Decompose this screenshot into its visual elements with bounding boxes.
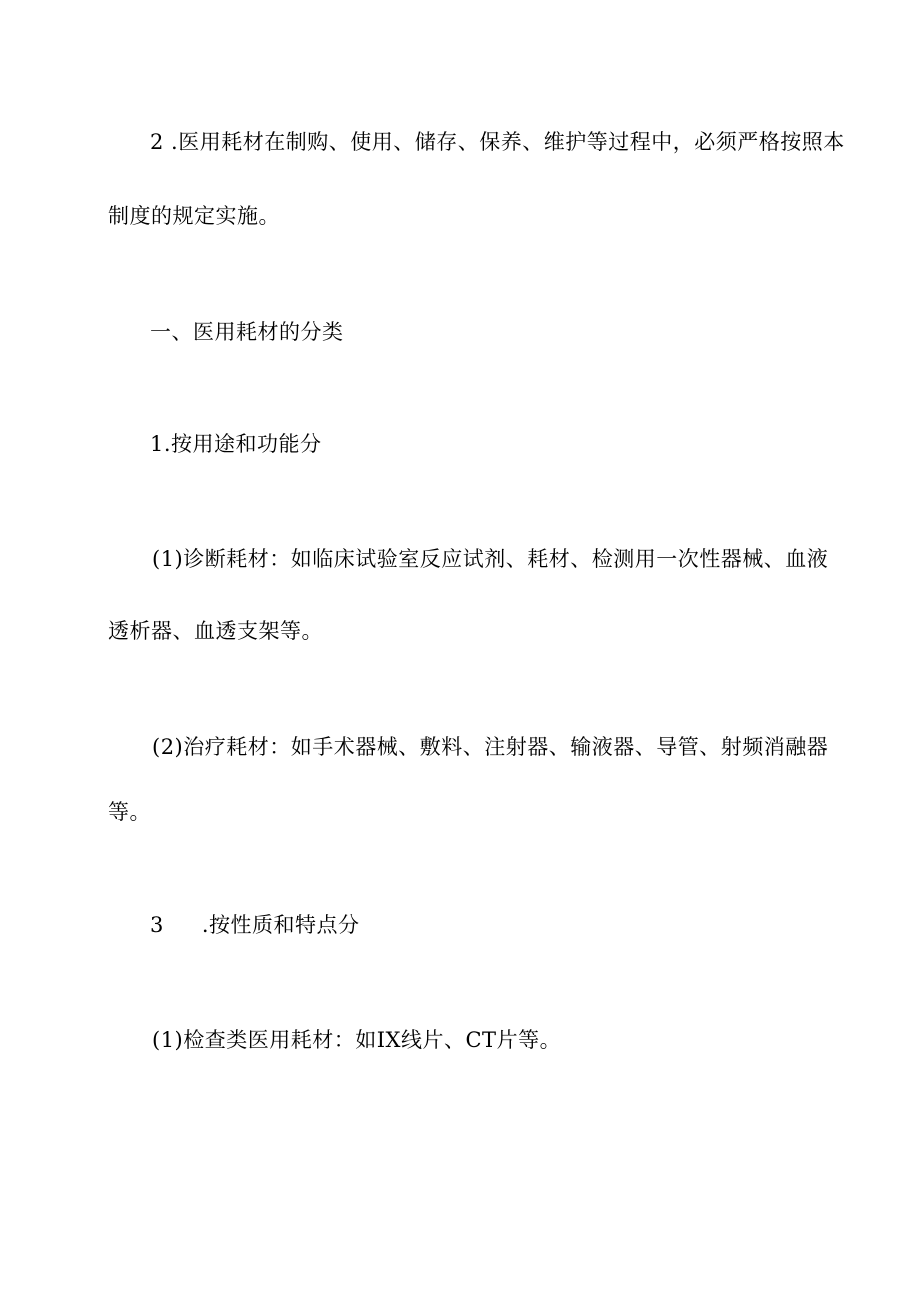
paragraph-procurement-line-2: 制度的规定实施。 <box>108 204 280 228</box>
list-item-therapeutic-line-1: (2)治疗耗材：如手术器械、敷料、注射器、输液器、导管、射频消融器 <box>152 735 829 759</box>
subsection-number: 3 <box>150 913 164 937</box>
subsection-heading-by-nature <box>150 911 360 939</box>
section-heading-classification: 一、医用耗材的分类 <box>150 320 344 344</box>
list-item-examination: (1)检查类医用耗材：如IX线片、CT片等。 <box>152 1028 562 1052</box>
list-item-diagnostic-line-1: (1)诊断耗材：如临床试验室反应试剂、耗材、检测用一次性器械、血液 <box>152 547 829 571</box>
subsection-heading-by-purpose: 1.按用途和功能分 <box>150 432 322 456</box>
paragraph-procurement-line-1: 2 .医用耗材在制购、使用、储存、保养、维护等过程中，必须严格按照本 <box>150 130 845 154</box>
list-item-diagnostic-line-2: 透析器、血透支架等。 <box>108 619 323 643</box>
list-item-therapeutic-line-2: 等。 <box>108 800 151 824</box>
subsection-title: .按性质和特点分 <box>201 913 360 937</box>
